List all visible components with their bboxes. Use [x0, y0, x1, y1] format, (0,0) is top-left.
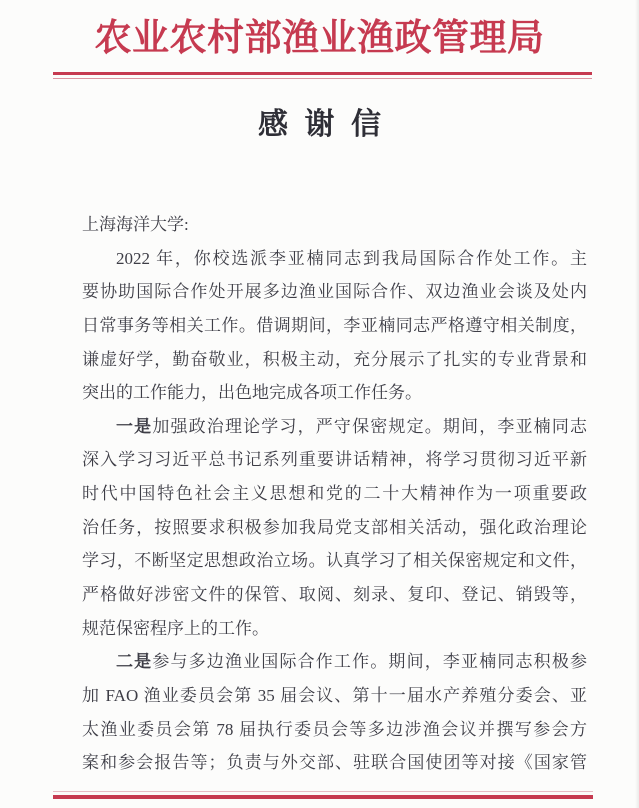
body-line — [82, 679, 587, 713]
body-line — [82, 242, 587, 276]
line-text: 规范保密程序上的工作。 — [82, 618, 269, 638]
header-divider-thin — [53, 78, 592, 79]
line-text: 太渔业委员会第 78 届执行委员会等多边涉渔会议并撰写参会方 — [82, 719, 587, 739]
line-text: 要协助国际合作处开展多边渔业国际合作、双边渔业会谈及处内 — [82, 282, 587, 302]
line-text: 学习，不断坚定思想政治立场。认真学习了相关保密规定和文件， — [82, 551, 587, 571]
body-line — [82, 443, 587, 477]
letter-body — [82, 208, 587, 780]
line-text: 上海海洋大学: — [82, 215, 189, 234]
body-line — [82, 376, 587, 410]
emphasis-text: 一是 — [116, 416, 153, 436]
line-text: 加 FAO 渔业委员会第 35 届会议、第十一届水产养殖分委会、亚 — [82, 685, 587, 705]
body-line — [82, 477, 587, 511]
body-line — [82, 578, 587, 612]
body-line — [82, 645, 587, 679]
letter-title: 感 谢 信 — [258, 108, 381, 141]
body-line — [82, 410, 587, 444]
body-line — [82, 612, 587, 646]
body-line — [82, 746, 587, 780]
header-divider-thick — [53, 72, 592, 75]
line-text: 时代中国特色社会主义思想和党的二十大精神作为一项重要政 — [82, 484, 587, 504]
line-text: 参与多边渔业国际合作工作。期间，李亚楠同志积极参 — [152, 652, 588, 672]
line-text: 治任务，按照要求积极参加我局党支部相关活动，强化政治理论 — [82, 517, 587, 537]
salutation — [82, 208, 587, 242]
line-text: 日常事务等相关工作。借调期间，李亚楠同志严格遵守相关制度， — [82, 315, 587, 335]
body-line — [82, 511, 587, 545]
emphasis-text: 二是 — [116, 652, 153, 672]
body-line — [82, 544, 587, 578]
line-text: 谦虚好学，勤奋敬业，积极主动，充分展示了扎实的专业背景和 — [82, 349, 587, 369]
line-text: 案和参会报告等；负责与外交部、驻联合国使团等对接《国家管 — [82, 753, 587, 773]
footer-divider-thin — [53, 791, 593, 792]
body-line — [82, 713, 587, 747]
line-text: 2022 年，你校选派李亚楠同志到我局国际合作处工作。主 — [116, 248, 587, 268]
body-line — [82, 309, 587, 343]
body-line — [82, 343, 587, 377]
letterhead-org-name: 农业农村部渔业渔政管理局 — [94, 18, 545, 59]
line-text: 突出的工作能力，出色地完成各项工作任务。 — [82, 383, 422, 403]
line-text: 加强政治理论学习，严守保密规定。期间，李亚楠同志 — [152, 416, 588, 436]
line-text: 严格做好涉密文件的保管、取阅、刻录、复印、登记、销毁等， — [82, 585, 587, 605]
footer-divider-thick — [53, 795, 593, 799]
line-text: 深入学习习近平总书记系列重要讲话精神，将学习贯彻习近平新 — [82, 450, 587, 470]
body-line — [82, 275, 587, 309]
